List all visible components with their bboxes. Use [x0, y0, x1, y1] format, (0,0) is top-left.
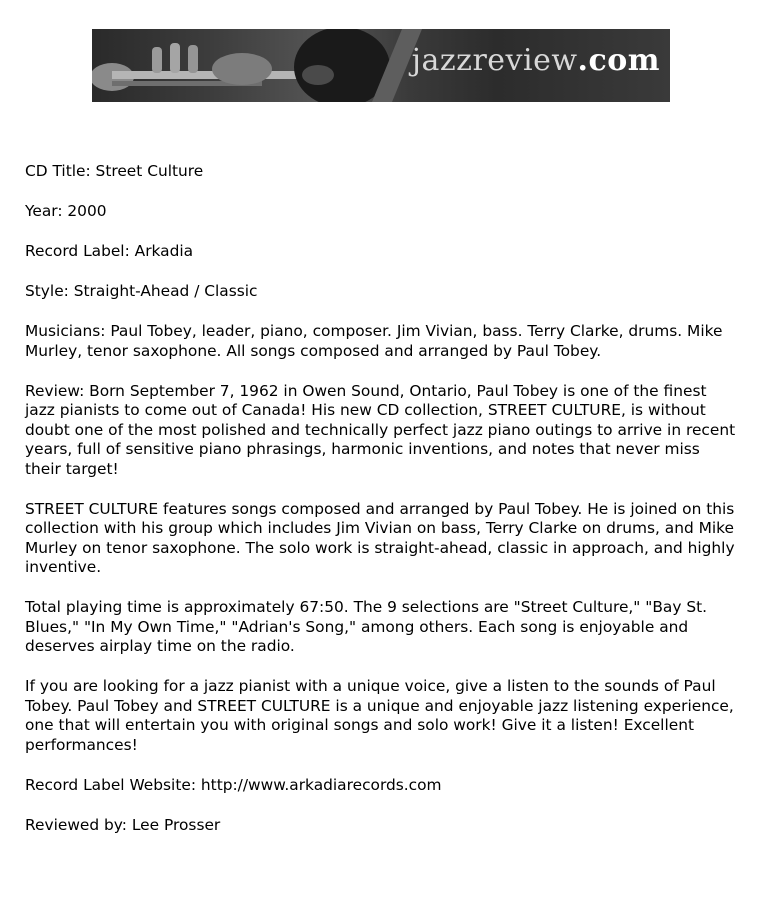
musicians: Musicians: Paul Tobey, leader, piano, composer. Jim Vivian, bass. Terry Clarke, drums. Mike Murley, tenor saxophone. All songs composed and arranged by Paul Tobey.: [25, 322, 723, 360]
record-label: Record Label: Arkadia: [25, 242, 194, 260]
review-paragraph-1: Review: Born September 7, 1962 in Owen Sound, Ontario, Paul Tobey is one of the finest jazz pianists to come out of Canada! His new CD collection, STREET CULTURE, is without doubt one of the most polished and technically perfect jazz piano outings to arrive in recent years, full of sensitive piano phrasings, harmonic inventions, and notes that never miss their target!: [25, 381, 736, 478]
review-paragraph-4: If you are looking for a jazz pianist with a unique voice, give a listen to the sounds of Paul Tobey. Paul Tobey and STREET CULTURE is a unique and enjoyable jazz listening experience, one that will entertain you with original songs and solo work! Give it a listen! Excellent performances!: [25, 677, 734, 754]
review-paragraph-3: Total playing time is approximately 67:50. The 9 selections are "Street Culture," "Bay St. Blues," "In My Own Time," "Adrian's Song," among others. Each song is enjoyable and deserves airplay time on the radio.: [25, 598, 708, 655]
style: Style: Straight-Ahead / Classic: [25, 282, 258, 300]
jazzreview-logo: jazzreview.com: [411, 43, 660, 78]
jazzreview-banner: [92, 29, 670, 102]
reviewer: Reviewed by: Lee Prosser: [25, 815, 221, 834]
review-paragraph-2: STREET CULTURE features songs composed and arranged by Paul Tobey. He is joined on this collection with his group which includes Jim Vivian on bass, Terry Clarke on drums, and Mike Murley on tenor saxophone. The solo work is straight-ahead, classic in approach, and highly inventive.: [25, 499, 735, 576]
year: Year: 2000: [25, 202, 107, 220]
review-content: [25, 162, 740, 856]
cd-title: CD Title: Street Culture: [25, 162, 204, 180]
record-label-website: Record Label Website: http://www.arkadiarecords.com: [25, 775, 442, 794]
